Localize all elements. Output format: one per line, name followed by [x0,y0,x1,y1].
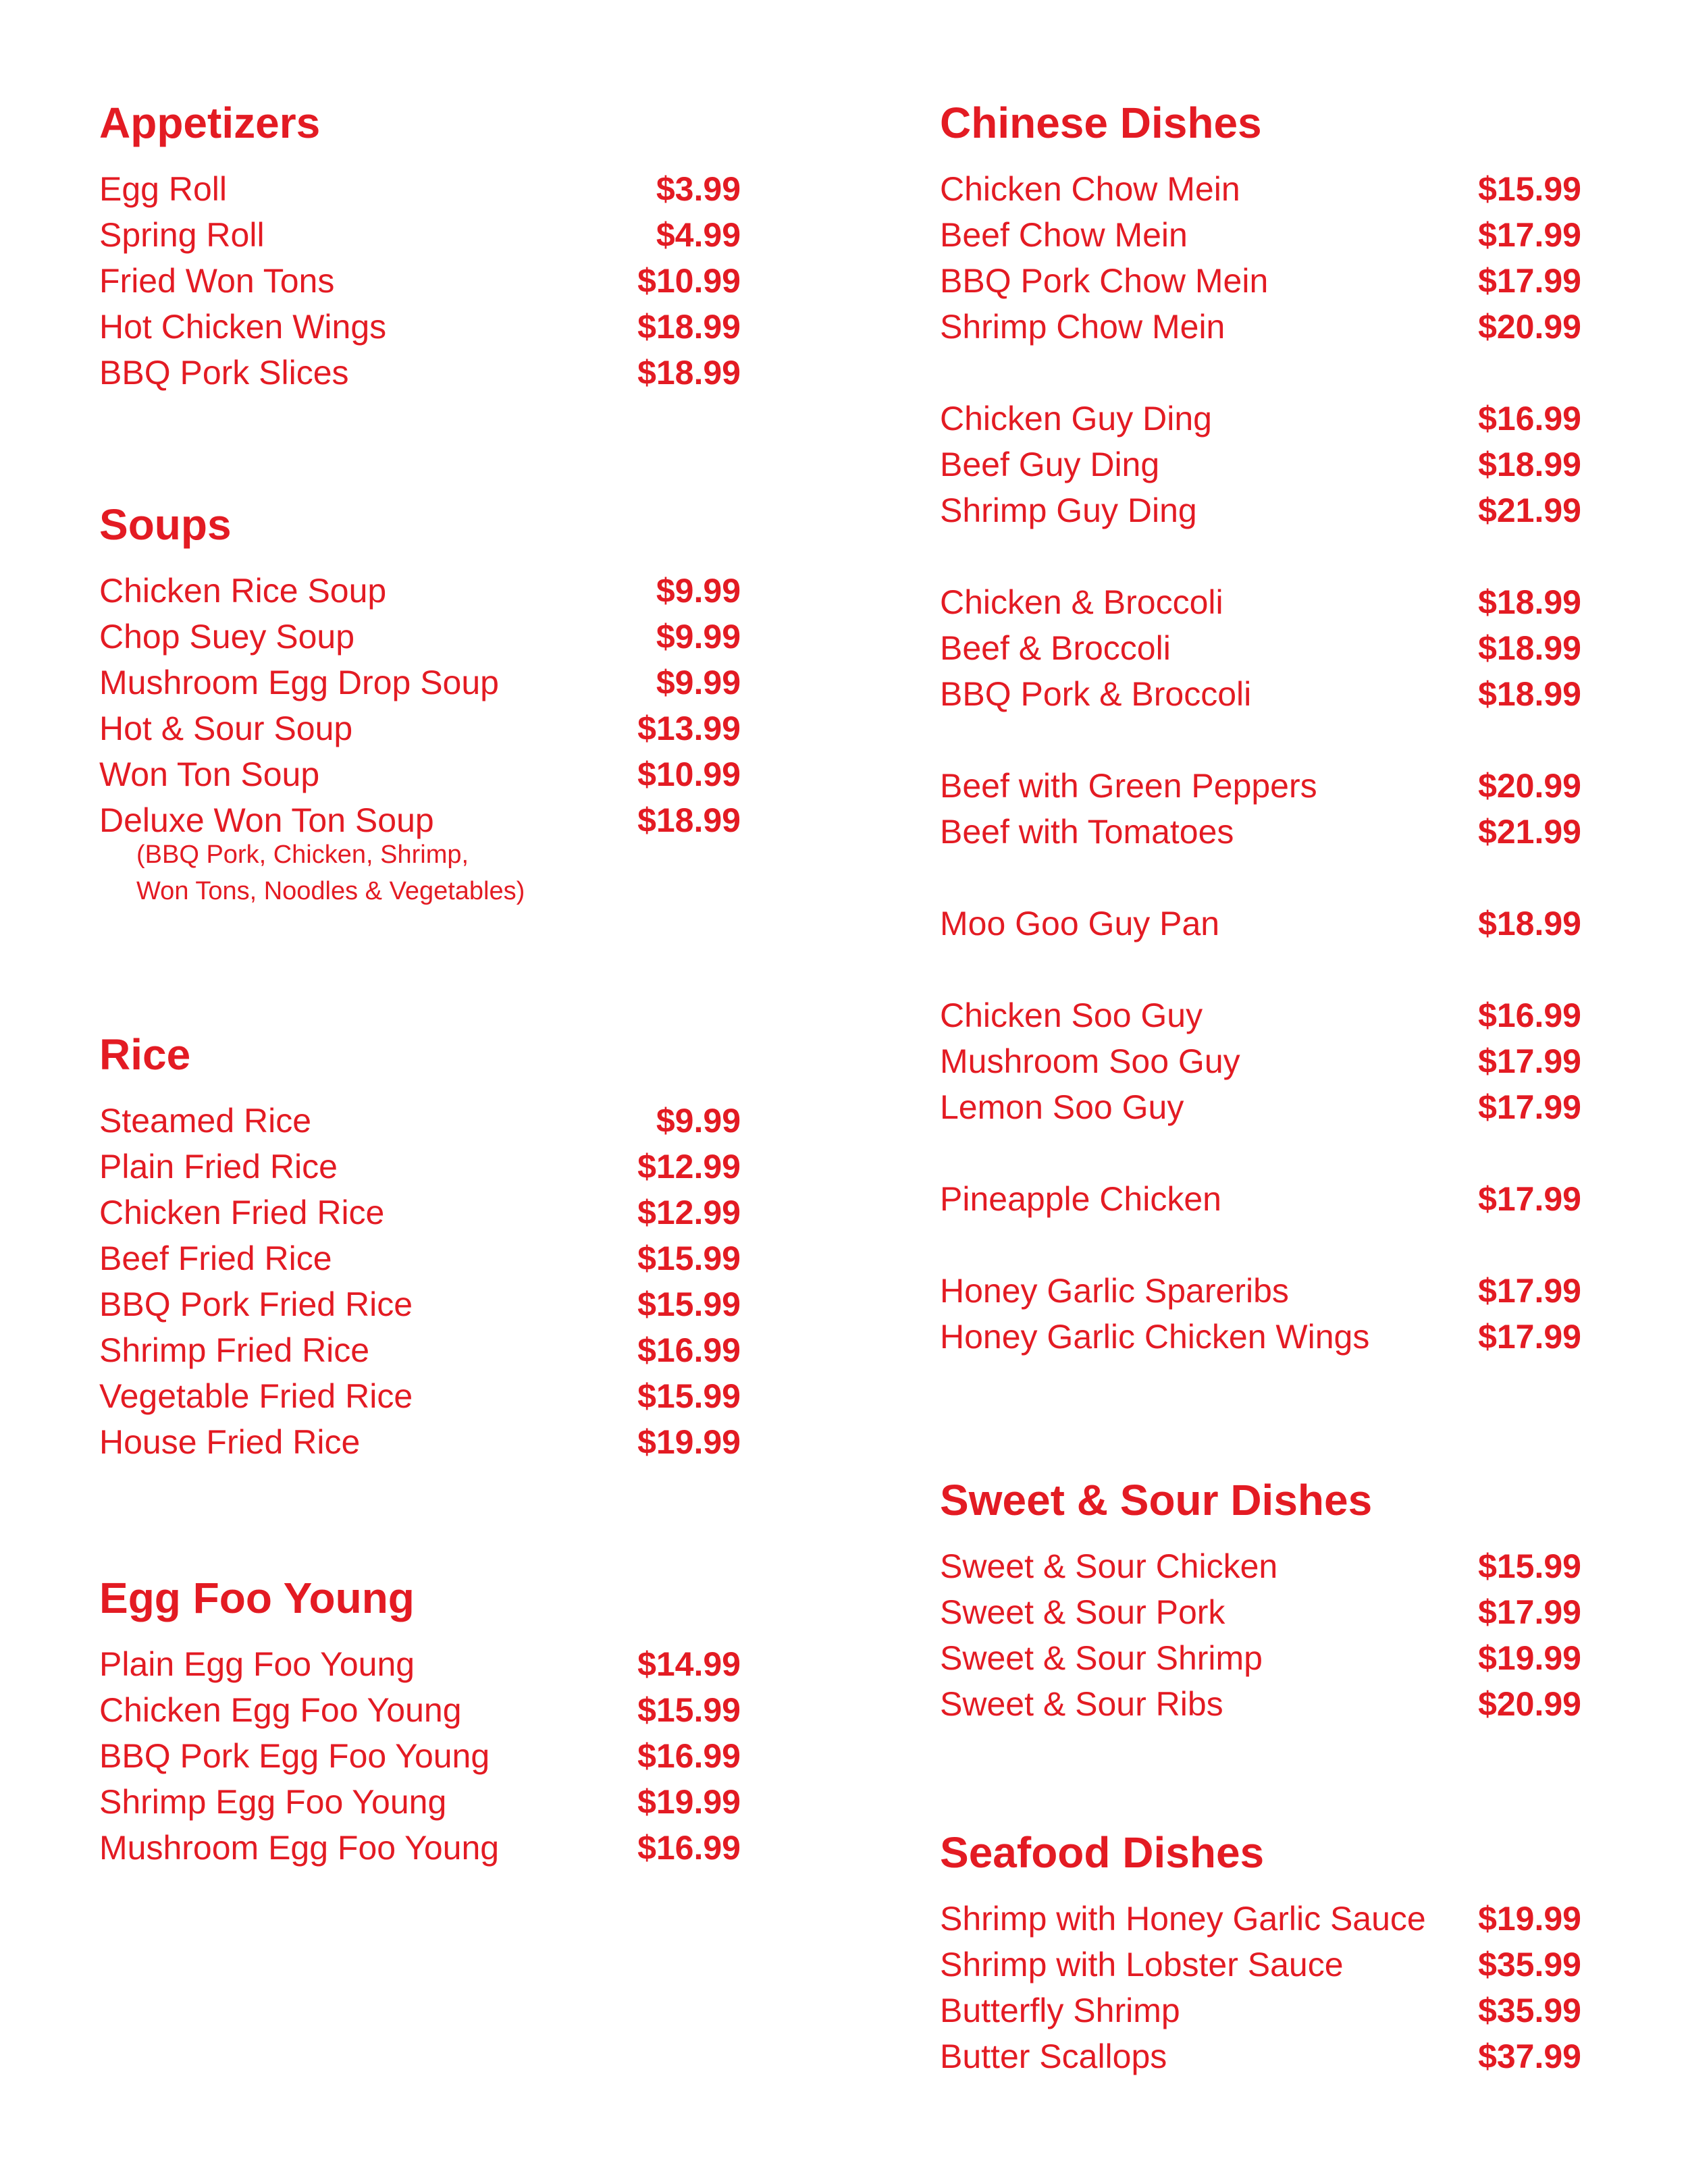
item-name: Butter Scallops [940,2037,1167,2075]
item-name: Beef & Broccoli [940,629,1171,667]
menu-item-sweet-and-sour-pork [940,1589,1581,1635]
item-name: Honey Garlic Spareribs [940,1272,1289,1310]
item-name: BBQ Pork Fried Rice [99,1285,413,1323]
item-price: $17.99 [1478,1318,1581,1356]
item-price: $20.99 [1478,767,1581,805]
item-name: Shrimp with Lobster Sauce [940,1946,1344,1983]
menu-item-bbq-pork-fried-rice [99,1281,741,1327]
menu-item-shrimp-fried-rice [99,1327,741,1373]
menu-item-beef-fried-rice [99,1235,741,1281]
item-price: $15.99 [637,1240,741,1277]
menu-item-plain-egg-foo-young [99,1641,741,1687]
menu-item-sweet-and-sour-shrimp [940,1635,1581,1681]
section-title: Appetizers [99,99,321,147]
item-name: Honey Garlic Chicken Wings [940,1318,1370,1356]
item-price: $10.99 [637,262,741,300]
item-price: $18.99 [1478,446,1581,483]
menu-item-butter-scallops [940,2033,1581,2079]
menu-item-sweet-and-sour-chicken [940,1543,1581,1589]
menu-item-beef-with-tomatoes [940,809,1581,855]
section-title: Rice [99,1030,191,1079]
menu-item-shrimp-egg-foo-young [99,1779,741,1825]
item-price: $3.99 [656,170,741,208]
item-price: $19.99 [637,1423,741,1461]
item-note: Won Tons, Noodles & Vegetables) [136,877,525,905]
item-name: Shrimp with Honey Garlic Sauce [940,1900,1426,1938]
item-name: Plain Fried Rice [99,1148,338,1186]
item-price: $18.99 [1478,629,1581,667]
item-name: Sweet & Sour Pork [940,1593,1225,1631]
menu-item-egg-roll [99,166,741,212]
menu-item-plain-fried-rice [99,1144,741,1190]
menu-item-honey-garlic-chicken-wings [940,1314,1581,1360]
item-name: Lemon Soo Guy [940,1088,1184,1126]
menu-item-shrimp-with-honey-garlic-sauce [940,1896,1581,1942]
menu-item-won-ton-soup [99,751,741,797]
item-price: $16.99 [637,1829,741,1867]
item-name: Beef Guy Ding [940,446,1160,483]
item-name: Won Ton Soup [99,755,320,793]
item-name: BBQ Pork Chow Mein [940,262,1269,300]
item-price: $20.99 [1478,1685,1581,1723]
item-price: $15.99 [637,1377,741,1415]
item-price: $9.99 [656,1102,741,1140]
menu-item-chicken-soo-guy [940,992,1581,1038]
menu-item-mushroom-egg-foo-young [99,1825,741,1871]
item-name: Chicken Egg Foo Young [99,1691,462,1729]
item-price: $15.99 [1478,1547,1581,1585]
item-name: Chop Suey Soup [99,618,355,656]
item-name: Plain Egg Foo Young [99,1645,415,1683]
section-title: Chinese Dishes [940,99,1262,147]
item-price: $16.99 [637,1331,741,1369]
item-price: $17.99 [1478,1042,1581,1080]
item-price: $18.99 [637,354,741,392]
item-price: $17.99 [1478,1593,1581,1631]
item-price: $21.99 [1478,491,1581,529]
menu-item-mushroom-soo-guy [940,1038,1581,1084]
section-title: Sweet & Sour Dishes [940,1476,1373,1524]
item-price: $16.99 [1478,996,1581,1034]
item-name: Moo Goo Guy Pan [940,905,1220,942]
section-title: Seafood Dishes [940,1828,1265,1877]
item-name: Deluxe Won Ton Soup [99,801,434,839]
item-price: $15.99 [1478,170,1581,208]
item-name: Sweet & Sour Chicken [940,1547,1278,1585]
item-name: Hot Chicken Wings [99,308,387,346]
item-price: $15.99 [637,1691,741,1729]
item-price: $18.99 [1478,583,1581,621]
item-price: $20.99 [1478,308,1581,346]
item-price: $18.99 [1478,675,1581,713]
menu-item-chicken-guy-ding [940,396,1581,442]
menu-item-vegetable-fried-rice [99,1373,741,1419]
menu-item-chicken-egg-foo-young [99,1687,741,1733]
menu-item-chop-suey-soup [99,614,741,660]
item-name: Sweet & Sour Ribs [940,1685,1223,1723]
menu-item-beef-and-broccoli [940,625,1581,671]
menu-item-chicken-chow-mein [940,166,1581,212]
item-price: $17.99 [1478,1180,1581,1218]
menu-item-bbq-pork-chow-mein [940,258,1581,304]
section-title: Egg Foo Young [99,1574,415,1622]
section-title: Soups [99,500,232,549]
menu-item-spring-roll [99,212,741,258]
item-name: Shrimp Egg Foo Young [99,1783,447,1821]
item-price: $12.99 [637,1148,741,1186]
menu-item-sweet-and-sour-ribs [940,1681,1581,1727]
item-name: Chicken Soo Guy [940,996,1203,1034]
item-name: Pineapple Chicken [940,1180,1221,1218]
item-name: Shrimp Fried Rice [99,1331,370,1369]
item-price: $18.99 [637,801,741,839]
item-price: $16.99 [1478,400,1581,437]
item-price: $16.99 [637,1737,741,1775]
item-name: Spring Roll [99,216,265,254]
item-price: $19.99 [1478,1639,1581,1677]
item-name: Fried Won Tons [99,262,335,300]
item-price: $37.99 [1478,2037,1581,2075]
item-price: $19.99 [1478,1900,1581,1938]
menu-item-beef-chow-mein [940,212,1581,258]
menu-item-hot-and-sour-soup [99,705,741,751]
item-name: Vegetable Fried Rice [99,1377,413,1415]
item-name: Chicken Rice Soup [99,572,387,610]
item-name: Shrimp Guy Ding [940,491,1197,529]
menu-item-bbq-pork-egg-foo-young [99,1733,741,1779]
item-name: Beef Chow Mein [940,216,1188,254]
item-price: $17.99 [1478,1088,1581,1126]
menu-item-shrimp-with-lobster-sauce [940,1942,1581,1988]
item-name: Beef with Green Peppers [940,767,1317,805]
item-price: $12.99 [637,1194,741,1231]
menu-item-pineapple-chicken [940,1176,1581,1222]
item-name: House Fried Rice [99,1423,361,1461]
item-price: $35.99 [1478,1946,1581,1983]
item-name: Mushroom Egg Drop Soup [99,664,499,701]
item-name: Chicken Guy Ding [940,400,1212,437]
menu-item-butterfly-shrimp [940,1988,1581,2033]
item-name: BBQ Pork Egg Foo Young [99,1737,490,1775]
menu-item-house-fried-rice [99,1419,741,1465]
item-price: $18.99 [1478,905,1581,942]
item-name: Beef Fried Rice [99,1240,332,1277]
menu-item-lemon-soo-guy [940,1084,1581,1130]
menu-item-beef-guy-ding [940,442,1581,487]
item-name: Chicken & Broccoli [940,583,1223,621]
item-price: $4.99 [656,216,741,254]
item-price: $19.99 [637,1783,741,1821]
item-name: Hot & Sour Soup [99,710,353,747]
menu-item-beef-with-green-peppers [940,763,1581,809]
item-price: $35.99 [1478,1992,1581,2029]
menu-item-fried-won-tons [99,258,741,304]
item-price: $17.99 [1478,216,1581,254]
item-price: $17.99 [1478,1272,1581,1310]
menu-item-honey-garlic-spareribs [940,1268,1581,1314]
menu-item-bbq-pork-slices [99,350,741,396]
item-name: Shrimp Chow Mein [940,308,1225,346]
item-price: $15.99 [637,1285,741,1323]
item-name: Chicken Fried Rice [99,1194,385,1231]
menu-item-steamed-rice [99,1098,741,1144]
item-price: $18.99 [637,308,741,346]
menu-item-shrimp-guy-ding [940,487,1581,533]
menu-item-mushroom-egg-drop-soup [99,660,741,705]
menu-item-chicken-rice-soup [99,568,741,614]
item-price: $14.99 [637,1645,741,1683]
menu-item-moo-goo-guy-pan [940,901,1581,947]
item-price: $9.99 [656,664,741,701]
item-name: BBQ Pork Slices [99,354,349,392]
item-name: BBQ Pork & Broccoli [940,675,1252,713]
menu-item-chicken-and-broccoli [940,579,1581,625]
menu-item-shrimp-chow-mein [940,304,1581,350]
item-price: $9.99 [656,572,741,610]
item-name: Butterfly Shrimp [940,1992,1180,2029]
menu-item-hot-chicken-wings [99,304,741,350]
item-price: $10.99 [637,755,741,793]
item-name: Mushroom Egg Foo Young [99,1829,500,1867]
item-name: Chicken Chow Mein [940,170,1240,208]
item-name: Egg Roll [99,170,227,208]
item-note: (BBQ Pork, Chicken, Shrimp, [136,841,469,869]
item-price: $17.99 [1478,262,1581,300]
menu-item-chicken-fried-rice [99,1190,741,1235]
menu-item-bbq-pork-and-broccoli [940,671,1581,717]
item-price: $9.99 [656,618,741,656]
item-name: Sweet & Sour Shrimp [940,1639,1263,1677]
item-name: Mushroom Soo Guy [940,1042,1240,1080]
item-price: $21.99 [1478,813,1581,851]
item-price: $13.99 [637,710,741,747]
item-name: Beef with Tomatoes [940,813,1234,851]
item-name: Steamed Rice [99,1102,312,1140]
